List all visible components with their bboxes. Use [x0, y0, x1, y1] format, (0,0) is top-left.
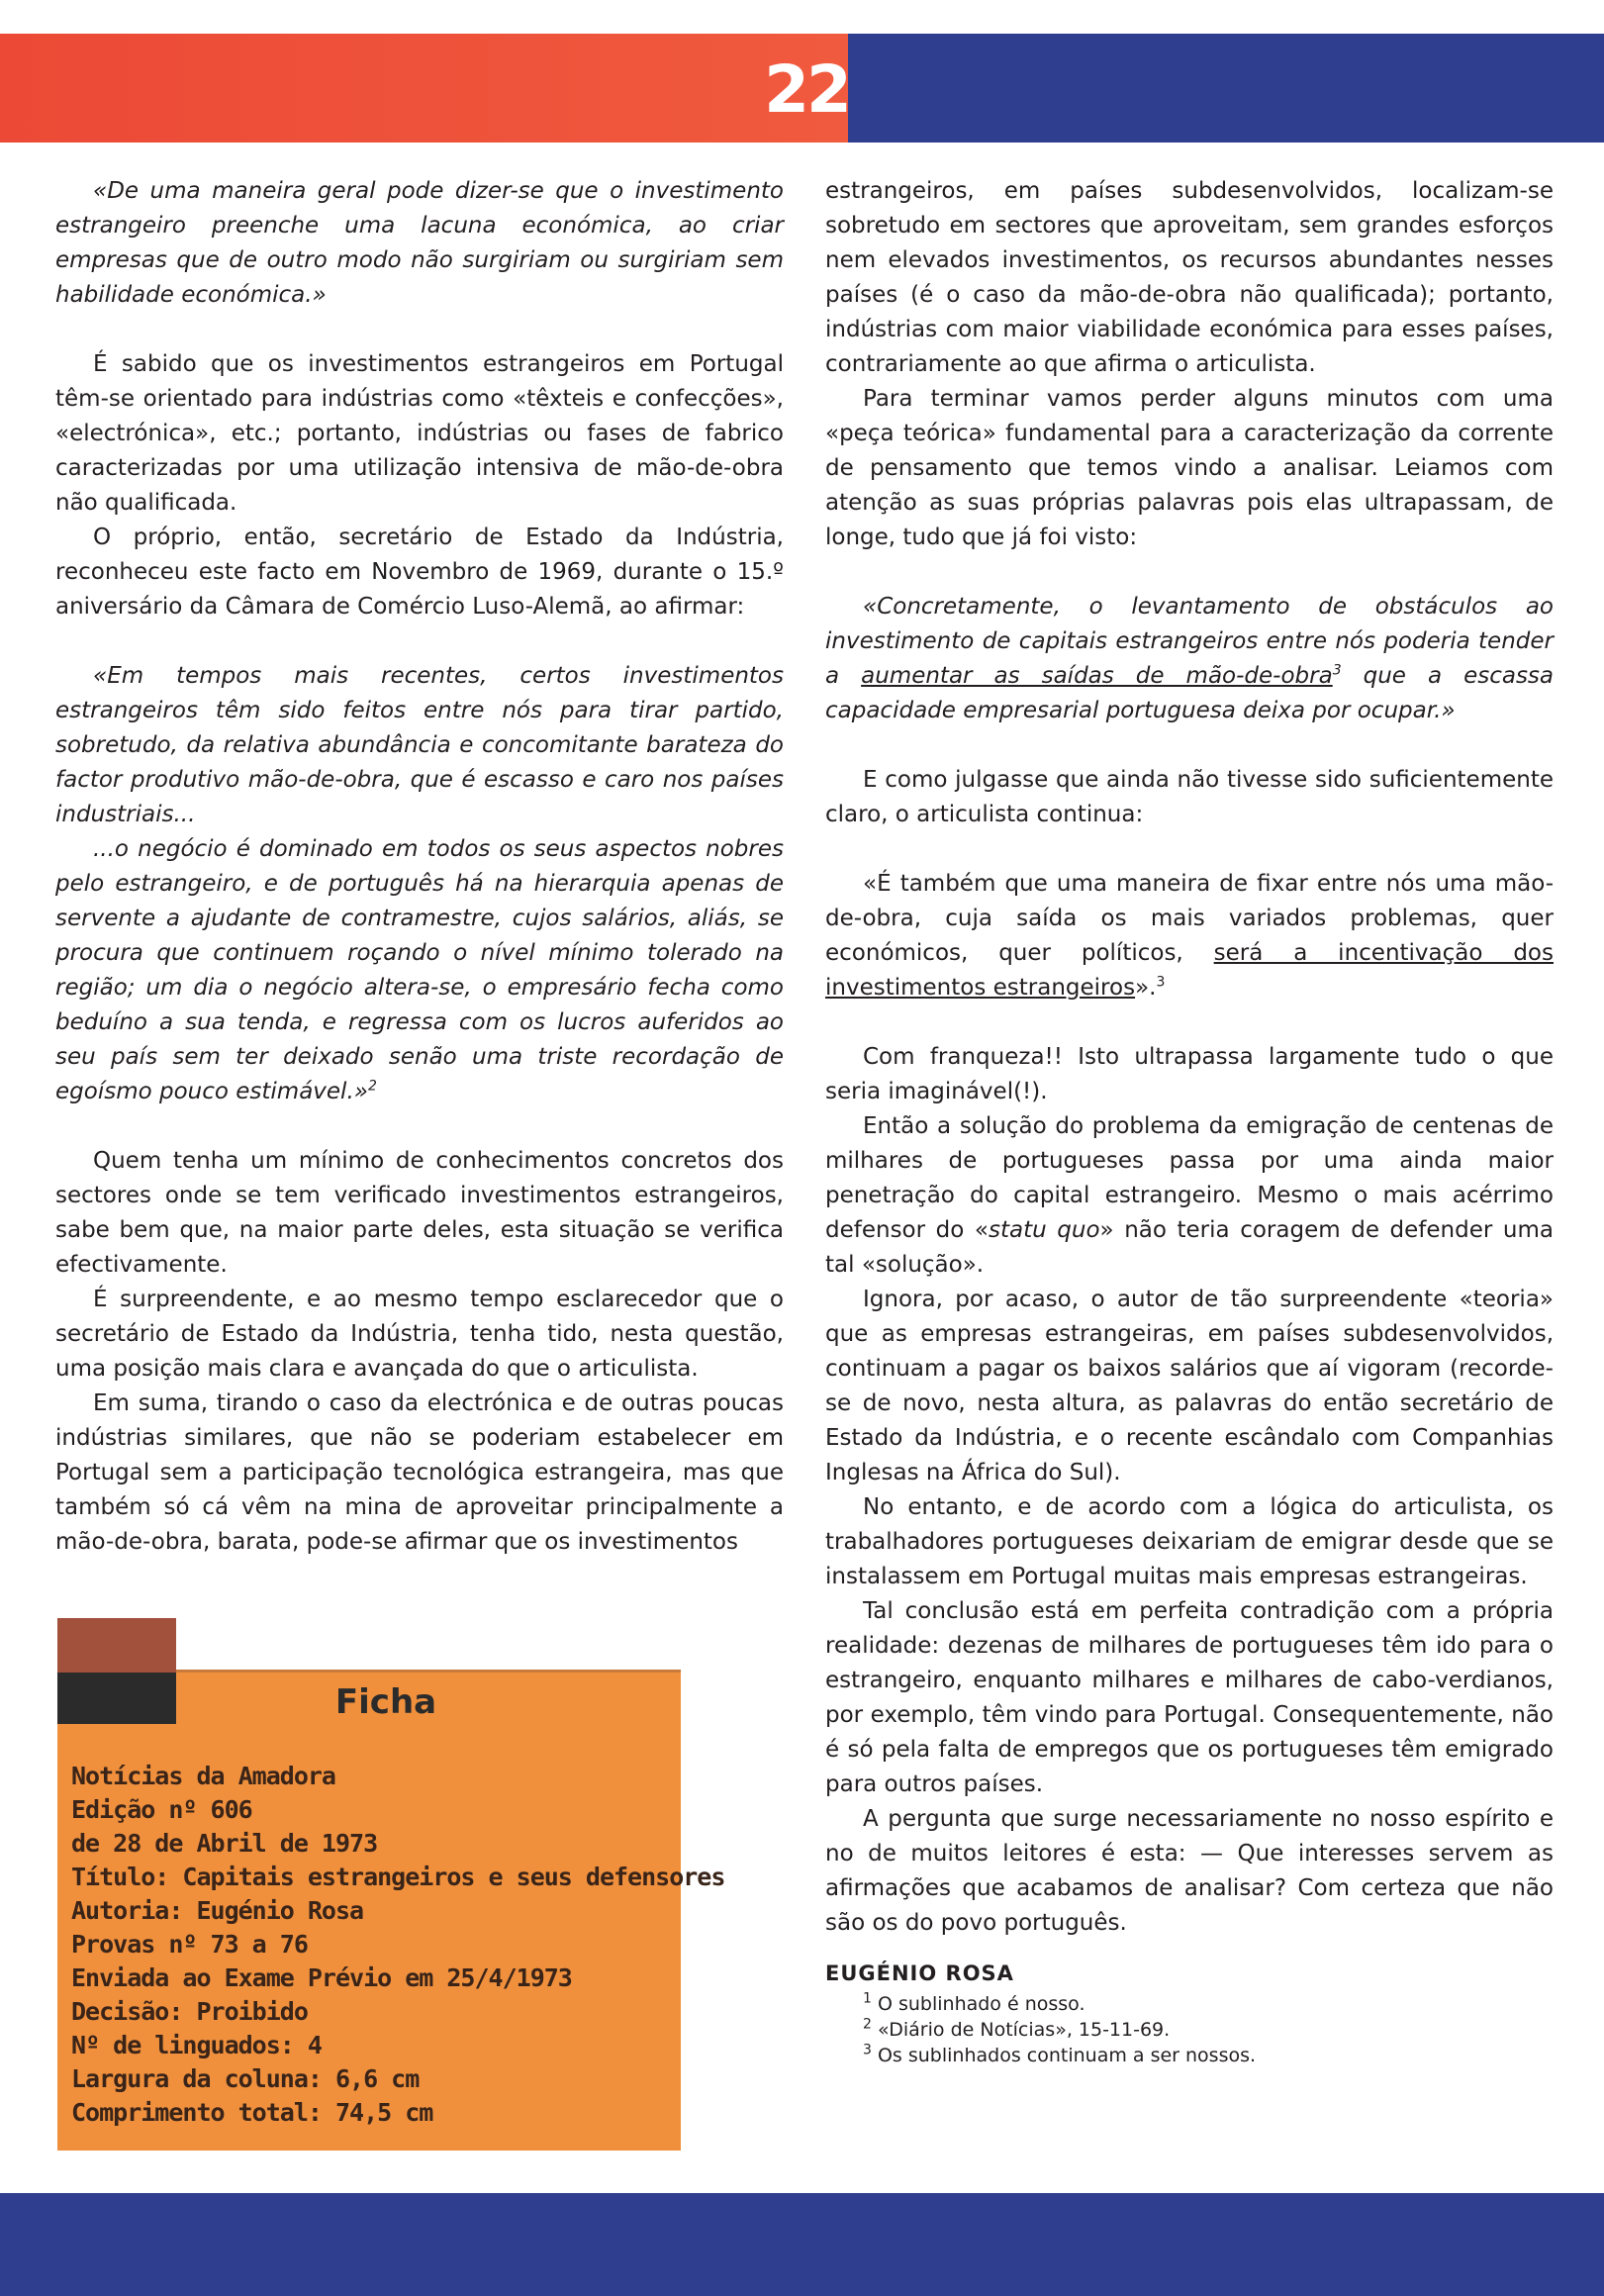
paragraph: estrangeiros, em países subdesenvolvidos, localizam-se sobretudo em sectores que aproveitam, sem grandes esforços nem elevados investimentos, os recursos abundantes nesses países (é o caso da mão-de-obra não qualificada); portanto, indústrias com maior viabilidade económica para esses países, contrariamente ao que afirma o articulista.	[825, 178, 1554, 377]
footnote: $^1$ O sublinhado é nosso.	[863, 1990, 1085, 2015]
paragraph: Tal conclusão está em perfeita contradição com a própria realidade: dezenas de milhares de portugueses têm ido para o estrangeiro, enquanto milhares e milhares de cabo-verdianos, por exemplo, têm vindo para Portugal. Consequentemente, não é só pela falta de empregos que os portugueses têm emigrado para outros países.	[825, 1598, 1554, 1797]
paragraph: Quem tenha um mínimo de conhecimentos concretos dos sectores onde se tem verificado investimentos estrangeiros, sabe bem que, na maior parte deles, esta situação se verifica efectivamente.	[55, 1148, 784, 1278]
quote-secretario-b: ...o negócio é dominado em todos os seus aspectos nobres pelo estrangeiro, e de português há na hierarquia apenas de servente a ajudante de contramestre, cujos salários, aliás, se procura que continuem roçando o nível mínimo tolerado na região; um dia o negócio altera-se, o empresário fecha como beduíno a sua tenda, e regressa com os lucros auferidos ao seu país sem ter deixado senão uma triste recordação de egoísmo pouco estimável.»$^2$	[55, 836, 784, 1104]
ficha-line: Título: Capitais estrangeiros e seus defensores	[71, 1863, 725, 1891]
footnote: $^3$ Os sublinhados continuam a ser nossos.	[863, 2042, 1257, 2066]
underlined-text: aumentar as saídas de mão-de-obra	[861, 663, 1333, 689]
ficha-line: de 28 de Abril de 1973	[71, 1829, 378, 1858]
right-column	[825, 174, 1554, 2068]
ficha-top-rule	[176, 1670, 681, 1673]
paragraph: É sabido que os investimentos estrangeiros em Portugal têm-se orientado para indústrias como «têxteis e confecções», «electrónica», etc.; portanto, indústrias ou fases de fabrico caracterizadas por uma utilização intensiva de mão-de-obra não qualificada.	[55, 351, 784, 516]
footnote-ref: 2	[367, 1078, 377, 1095]
paragraph: Então a solução do problema da emigração de centenas de milhares de portugueses passa por uma ainda maior penetração do capital estrangeiro. Mesmo o mais acérrimo defensor do «statu quo» não teria coragem de defender uma tal «solução».	[825, 1113, 1554, 1278]
header-band-blue	[848, 34, 1604, 143]
paragraph: E como julgasse que ainda não tivesse sido suficientemente claro, o articulista continua:	[825, 767, 1554, 827]
ficha-line: Provas nº 73 a 76	[71, 1930, 308, 1959]
top-margin	[0, 0, 1604, 34]
quote-secretario-a: «Em tempos mais recentes, certos investimentos estrangeiros têm sido feitos entre nós para tirar partido, sobretudo, da relativa abundância e concomitante barateza do factor produtivo mão-de-obra, que é escasso e caro nos países industriais...	[55, 663, 784, 827]
ficha-line: Nº de linguados: 4	[71, 2031, 322, 2059]
ficha-line: Largura da coluna: 6,6 cm	[71, 2064, 420, 2093]
ficha-details	[71, 1760, 725, 2130]
paragraph: O próprio, então, secretário de Estado da Indústria, reconheceu este facto em Novembro de 1969, durante o 15.º aniversário da Câmara de Comércio Luso-Alemã, ao afirmar:	[55, 525, 784, 620]
paragraph: A pergunta que surge necessariamente no nosso espírito e no de muitos leitores é esta: — Que interesses servem as afirmações que acabamos de analisar? Com certeza que não são os do povo português.	[825, 1806, 1554, 1936]
quote-investimento: «De uma maneira geral pode dizer-se que o investimento estrangeiro preenche uma lacuna económica, ao criar empresas que de outro modo não surgiriam ou surgiriam sem habilidade económica.»	[55, 178, 784, 308]
header-band-red	[0, 34, 848, 143]
footnote: $^2$ «Diário de Notícias», 15-11-69.	[863, 2016, 1171, 2041]
ficha-line: Notícias da Amadora	[71, 1762, 335, 1790]
left-column	[55, 174, 784, 1560]
paragraph: Para terminar vamos perder alguns minutos com uma «peça teórica» fundamental para a caracterização da corrente de pensamento que temos vindo a analisar. Leiamos com atenção as suas próprias palavras pois elas ultrapassam, de longe, tudo que já foi visto:	[825, 386, 1554, 550]
paragraph: É surpreendente, e ao mesmo tempo esclarecedor que o secretário de Estado da Indústria, tenha tido, nesta questão, uma posição mais clara e avançada do que o articulista.	[55, 1287, 784, 1382]
ficha-line: Autoria: Eugénio Rosa	[71, 1896, 364, 1925]
paragraph: No entanto, e de acordo com a lógica do articulista, os trabalhadores portugueses deixariam de emigrar desde que se instalassem em Portugal muitas mais empresas estrangeiras.	[825, 1494, 1554, 1589]
paragraph: Em suma, tirando o caso da electrónica e de outras poucas indústrias similares, que não se poderiam estabelecer em Portugal sem a participação tecnológica estrangeira, mas que também só cá vêm na mina de aproveitar principalmente a mão-de-obra, barata, pode-se afirmar que os investimentos	[55, 1390, 784, 1555]
quote-tambem: «É também que uma maneira de fixar entre nós uma mão-de-obra, cuja saída os mais variados problemas, quer económicos, quer políticos, será a incentivação dos investimentos estrangeiros».$^3$	[825, 871, 1554, 1001]
ficha-dark-bar	[57, 1673, 176, 1724]
quote-concretamente: «Concretamente, o levantamento de obstáculos ao investimento de capitais estrangeiros entre nós poderia tender a aumentar as saídas de mão-de-obra$^3$ que a escassa capacidade empresarial portuguesa deixa por ocupar.»	[825, 594, 1555, 723]
paragraph: Ignora, por acaso, o autor de tão surpreendente «teoria» que as empresas estrangeiras, em países subdesenvolvidos, continuam a pagar os baixos salários que aí vigoram (recorde-se de novo, nesta altura, as palavras do então secretário de Estado da Indústria, e o recente escândalo com Companhias Inglesas na África do Sul).	[825, 1287, 1554, 1485]
ficha-title: Ficha	[334, 1682, 437, 1722]
footnote-ref: 3	[1156, 974, 1166, 991]
author-signature: EUGÉNIO ROSA	[825, 1961, 1014, 1985]
ficha-line: Edição nº 606	[71, 1795, 252, 1824]
footnote-ref: 3	[1332, 662, 1342, 679]
paragraph: Com franqueza!! Isto ultrapassa largamente tudo o que seria imaginável(!).	[825, 1044, 1554, 1104]
ficha-line: Decisão: Proibido	[71, 1997, 308, 2026]
underlined-text: será a incentivação dos investimentos estrangeiros	[825, 940, 1554, 1001]
ficha-line: Enviada ao Exame Prévio em 25/4/1973	[71, 1963, 572, 1992]
page-number: 22	[764, 51, 849, 128]
ficha-line: Comprimento total: 74,5 cm	[71, 2098, 433, 2127]
footer-band-blue	[0, 2193, 1604, 2296]
